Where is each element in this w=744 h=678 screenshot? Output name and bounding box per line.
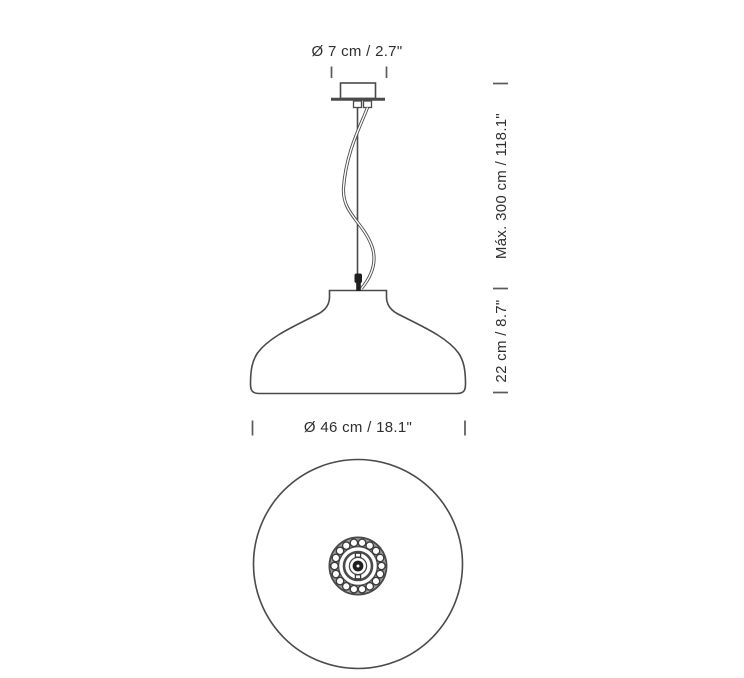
power-cord-core <box>343 108 374 289</box>
hub-perforation-hole <box>366 542 373 549</box>
side-view <box>251 83 466 394</box>
hub-perforation-hole <box>378 562 385 569</box>
hub-perforation-hole <box>372 577 379 584</box>
cable-grip-left <box>354 101 362 108</box>
canopy-diameter-label: Ø 7 cm / 2.7" <box>311 43 403 60</box>
hub-perforation-hole <box>332 570 339 577</box>
hub-perforation-hole <box>331 562 338 569</box>
hub-perforation-hole <box>366 583 373 590</box>
hub-perforation-hole <box>336 547 343 554</box>
cable-grip-right <box>364 101 372 108</box>
hub-tab-top <box>355 553 360 557</box>
hub-perforation-hole <box>358 539 365 546</box>
hub-perforation-hole <box>343 542 350 549</box>
hub-perforation-hole <box>350 539 357 546</box>
hub-perforation-hole <box>336 577 343 584</box>
hub-perforation-hole <box>332 554 339 561</box>
shade-diameter-label: Ø 46 cm / 18.1" <box>303 419 413 436</box>
hub-perforation-hole <box>376 554 383 561</box>
hub-perforation-hole <box>343 583 350 590</box>
canopy-box <box>341 83 376 99</box>
ceiling-canopy <box>331 83 385 108</box>
hub-perforation-hole <box>358 585 365 592</box>
center-hub <box>330 538 387 595</box>
lamp-shade-profile <box>251 291 466 394</box>
hub-perforation-hole <box>350 585 357 592</box>
bottom-view <box>254 460 463 669</box>
cord-connector <box>355 274 363 292</box>
max-suspension-label: Máx. 300 cm / 118.1" <box>493 112 510 260</box>
hub-perforation-hole <box>376 570 383 577</box>
hub-tab-bottom <box>355 575 360 579</box>
power-cord <box>343 108 374 289</box>
hub-perforation-hole <box>372 547 379 554</box>
shade-height-label: 22 cm / 8.7" <box>493 299 510 383</box>
power-cord-outline <box>343 108 374 289</box>
hub-center-hole <box>357 565 360 568</box>
